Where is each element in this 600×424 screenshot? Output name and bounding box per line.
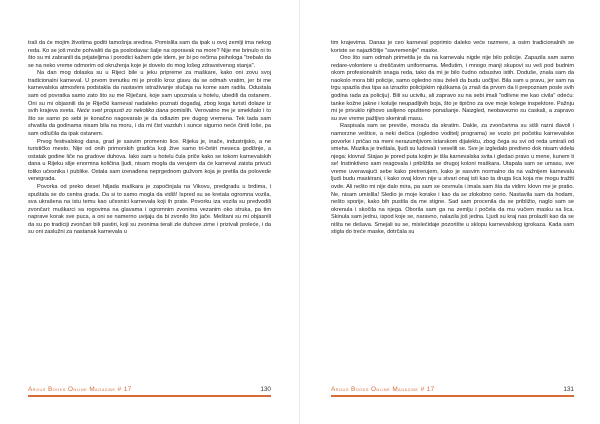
paragraph-text: Ono što sam odmah primetila je da na karnevalu nigde nije bilo policije. Zapazila sam samo redare-volontere u dreščavim uniformama. Međutim, i mnogo manji skupovi su veš pod budnim okom profesionalnih snaga reda, tako da mi je bilo čudno odsustvo istih. Doduše, znala sam da naokolo mora biti policije, samo ogledno nisu želeli da budu uočljivi. Bila sam u pravu, jer sam na trgu spazila dva tipa sa izrazito policijskim njuškama (a znaš da prvom da li prepoznam posle svih godina rada za policiju). Bili su ucivilu, ali zapravo su na sebi imali "odlivne me kao civila" odeću: tanke kožne jakne i kolulje neupadljivih boja, što je tipično za ove moje kolege inspektore. Pažnju mi je privuklo njihovo usiljeno opušteno ponašanje. Naizgled, neobavezno su ćaskali, a zapravo su sve vreme pažljivo skenirali masu. [331,55,574,122]
footer-rule [28,395,271,397]
paragraph-text: Raspisala sam se previše, moraću da skratim. Dakle, za zvončarima su sišli razni đavoli i namorzne veštice, a neki dečica (ogledno voditelj programa) se vozio pri početku karnevalske povorke i pričao na meni nerazumljivom istarskom dijalektu, zbog čega su svi od reda umirali od smeha. Muzika je treštala, ljudi su ludovali i veselili se. Sve je izgledalo predivno dok nisam videla njega: klovna! Stajao je pored puta kojim je išla karnevalska svita i gledao pravo u mene, kunem ti se! Instinktivno sam reagovala i približila se drugoj koloni maškara. Utapala sam se umasu, sve vreme uveravajući sebe kako pretrerujem, kako je sasvim normalno da na važnijem karnevalu ljudi budu maskirani, i kako ovaj klovn nije u stvari onaj isti kao ta druga lica koja me mogu tražiti ovde. Ali nešto mi nije dalo mira, pa sam se osvrnula i imala sam šta da vidim: klovn me je pratio. Ne, nisam umislila! Sledio je moje korake i kao da se zlokobno cerio. Nastavila sam da hodam, nešto sporije, kako bih pustila da me stigne. Sad sam procenila da se približio, naglo sam se okrenula i skočila na njega. Oborila sam ga na zemlju i počela da mu vučem masku sa lica. Skinula sam jednu, ispod koje se, naravno, nalazila još jedna. Ljudi su kraj nas prolazili kao da se ništa ne dešava. Smejali su se, mislećidaje pozorište u sklopu karnevalskog igrokaza. Kada sam stigla do treće maske, dotrčala su [331,123,574,236]
paragraph [28,139,271,184]
paragraph-text: trali da će mojim životima goditi tamošnja sredina. Pomislila sam da ipak u ovoj zemlji ima nekog reda. Ko se još može pohvaliti da ga poslodavac šalje na oporavak na more? Nije me brinulo ni to što su mi zabranili da prijateljima i porodici kažem gde idem, jer bi po rečima psihologa "trebalo da se na neko vreme odmorim od okruženja koje je dovelo do mog lošeg zdravstvenog stanja". [28,40,271,69]
footer-magazine-title: Argus Books Online Magazine # 17 [28,386,132,393]
paragraph [28,184,271,237]
paragraph-text: tim krajevima. Danas je ceo karneval poprimio daleko veće razmere, a osim tradicionalnih se koriste se najazličitije "savremenije" maske. [331,40,574,54]
footer-rule [331,395,574,397]
paragraph [331,40,574,55]
paragraph [28,40,271,70]
page-number: 130 [260,386,271,393]
paragraph [28,70,271,138]
left-page-body [28,40,271,237]
paragraph-text: Povorka od preko deset hiljada maškara je započinjala na Vikovu, predgradu u brdima, i spuštala se do centra grada. Da si to samo mogla da vidiš! Ispred su se kretala ogromna vozila, sva ukrašena na istu temu kao učesnici karnevala koji ih prate. Povorku iza vozila su predvodili zvončari: muškarci sa rogovima na glavama i ogromnim zvonima vezanim oko struka, pa tim naprave korak sve puca, a oni se namerno uvijaju da bi zvonilo što jače. Meštani su mi objasnili da su po tradiciji zvončari bili pastiri, koji su zvonima terali zle duhove zime i prizivali proleće, i da su oni zaslužni za nastanak karnevala u [28,183,271,236]
right-page-body [331,40,574,237]
footer-magazine-title: Argus Books Online Magazine # 17 [331,386,435,393]
right-page [300,0,600,424]
paragraph-text: Na dan mog dolaska su u Rijeci bile u jeku pripreme za maškare, kako oni zovu svoj tradicionalni karneval. U prvom trenutku mi je prošlo kroz glavu da se odmah vratim, jer bi me karnevalska atmosfera podstakla da nastavim istraživanje slučaja na kome sam radila. Odustala sam od povratka samo zato što su me Riječani, koje sam upoznala u hotelu, ubedili da ostanem. Oni su mi objasnili da je Riječki karneval nadaleko poznati događaj, zbog koga turisti dolaze iz svih krajeva sveta. [28,70,271,115]
paragraph [331,123,574,237]
paragraph-text: pomislih. Verovatno me je smekšalo i to što se samo po sebi je konačno nagovaralo je da odlazim pre dugog vremena. Tek tada sam shvatila da godinama nisam bila na moru, i da mi čist vazduh i sunce sigurno neće činiti loše, pa sam odlučila da ipak ostanem. [28,108,271,137]
emphasized-text: Neće svet propusti zo nekoliko dana [76,108,169,115]
page-number: 131 [563,386,574,393]
paragraph [331,55,574,123]
paragraph-text: Prvog festivalskog dana, grad je sasvim promenio lice. Rijeka je, inače, industrijsko, a ne turističko mesto. Nije od onih primorskih gradića koji žive samo tri-četiri meseca godišnje, a ostatak godine liče na gradove duhova. Iako sam u hotelu čula priče kako se tokom karnevalskih dana u Rijeku slije enormna količina ljudi, nisam mogla da verujem da će karneval zaista privući toliko učesnika i publike. Ostala sam izenađena neprgednom gužvom koja je pretila da polovede venegrada. [28,138,271,183]
